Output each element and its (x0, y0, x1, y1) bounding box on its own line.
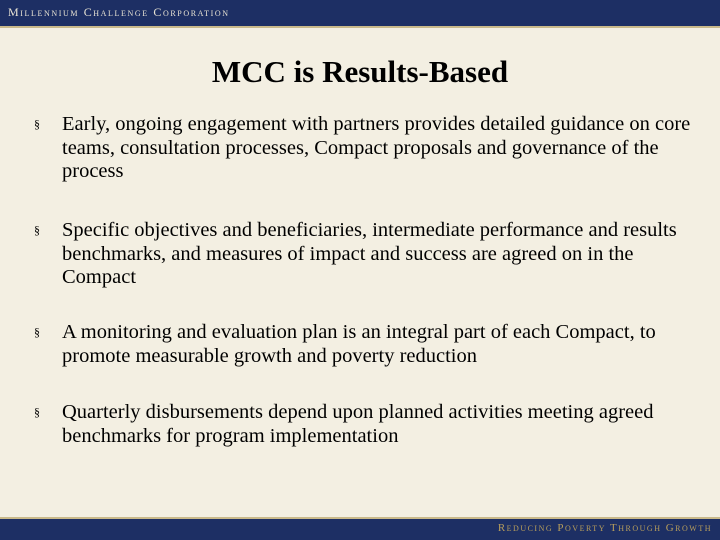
bullet-marker-icon: § (34, 325, 40, 339)
organization-name: Millennium Challenge Corporation (8, 5, 230, 19)
bullet-item (32, 219, 692, 290)
slide-title: MCC is Results-Based (211, 54, 509, 89)
bullet-marker-icon: § (34, 223, 40, 237)
bullet-item (32, 321, 692, 368)
bullet-item (32, 401, 692, 448)
footer-tagline: Reducing Poverty Through Growth (497, 522, 712, 534)
bullet-item (32, 113, 692, 184)
header-bar (0, 0, 720, 26)
bullet-marker-icon: § (34, 405, 40, 419)
header-divider (0, 26, 720, 28)
bullet-text: A monitoring and evaluation plan is an integral part of each Compact, to promote measurable growth and poverty reduction (62, 321, 656, 367)
footer-bar (0, 519, 720, 540)
bullet-text: Quarterly disbursements depend upon planned activities meeting agreed benchmarks for program implementation (62, 401, 654, 447)
bullet-text: Early, ongoing engagement with partners provides detailed guidance on core teams, consultation processes, Compact proposals and governance of the process (62, 113, 691, 182)
bullet-text: Specific objectives and beneficiaries, intermediate performance and results benchmarks, and measures of impact and success are agreed on in the Compact (62, 219, 677, 288)
bullet-marker-icon: § (34, 117, 40, 131)
